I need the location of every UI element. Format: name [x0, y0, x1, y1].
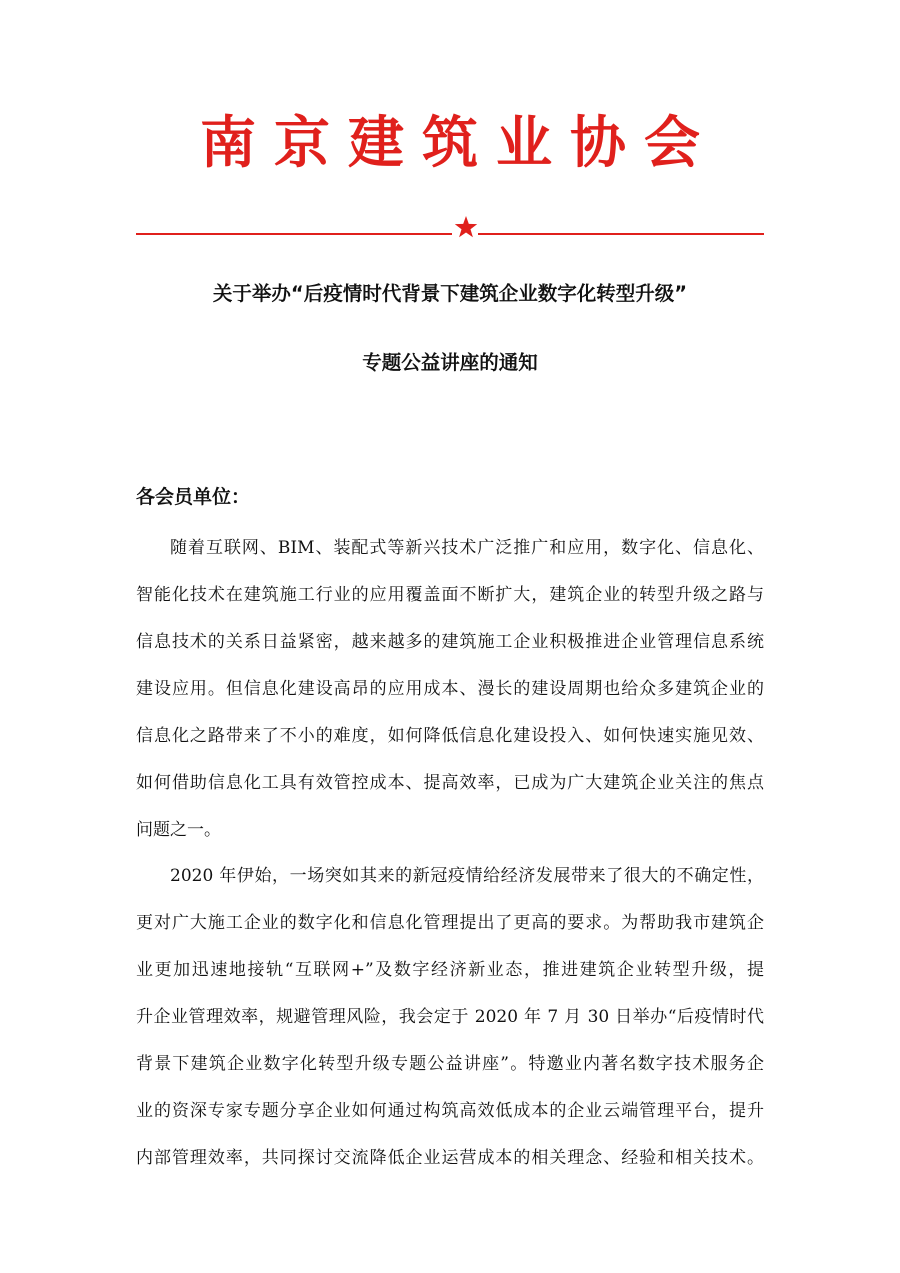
salutation: 各会员单位：	[136, 486, 251, 508]
paragraph-line: 智能化技术在建筑施工行业的应用覆盖面不断扩大，建筑企业的转型升级之路与	[136, 585, 764, 605]
header-divider	[136, 213, 764, 243]
paragraph-line: 问题之一。	[136, 820, 221, 840]
notice-title-line-2: 专题公益讲座的通知	[362, 351, 538, 374]
paragraph-line: 更对广大施工企业的数字化和信息化管理提出了更高的要求。为帮助我市建筑企	[136, 913, 764, 933]
paragraph-line: 随着互联网、BIM、装配式等新兴技术广泛推广和应用，数字化、信息化、	[170, 538, 764, 558]
paragraph-line: 背景下建筑企业数字化转型升级专题公益讲座”。特邀业内著名数字技术服务企	[136, 1054, 764, 1074]
paragraph-line: 如何借助信息化工具有效管控成本、提高效率，已成为广大建筑企业关注的焦点	[136, 773, 764, 793]
paragraph-line: 内部管理效率，共同探讨交流降低企业运营成本的相关理念、经验和相关技术。	[136, 1148, 764, 1168]
divider-line-left	[136, 233, 452, 235]
body-paragraph-1	[136, 533, 764, 862]
paragraph-line: 2020 年伊始，一场突如其来的新冠疫情给经济发展带来了很大的不确定性，	[170, 866, 764, 886]
paragraph-line: 建设应用。但信息化建设高昂的应用成本、漫长的建设周期也给众多建筑企业的	[136, 679, 764, 699]
paragraph-line: 信息化之路带来了不小的难度，如何降低信息化建设投入、如何快速实施见效、	[136, 726, 764, 746]
paragraph-line: 业更加迅速地接轨“互联网+”及数字经济新业态，推进建筑企业转型升级，提	[136, 960, 764, 980]
notice-title-line-1: 关于举办“后疫情时代背景下建筑企业数字化转型升级”	[212, 282, 688, 305]
organization-name: 南京建筑业协会	[200, 111, 718, 176]
paragraph-line: 信息技术的关系日益紧密，越来越多的建筑施工企业积极推进企业管理信息系统	[136, 632, 764, 652]
body-paragraph-2	[136, 861, 764, 1190]
paragraph-line: 业的资深专家专题分享企业如何通过构筑高效低成本的企业云端管理平台，提升	[136, 1101, 764, 1121]
paragraph-line: 升企业管理效率，规避管理风险，我会定于 2020 年 7 月 30 日举办“后疫情时代	[136, 1007, 764, 1027]
star-icon	[454, 215, 478, 239]
divider-line-right	[478, 233, 764, 235]
